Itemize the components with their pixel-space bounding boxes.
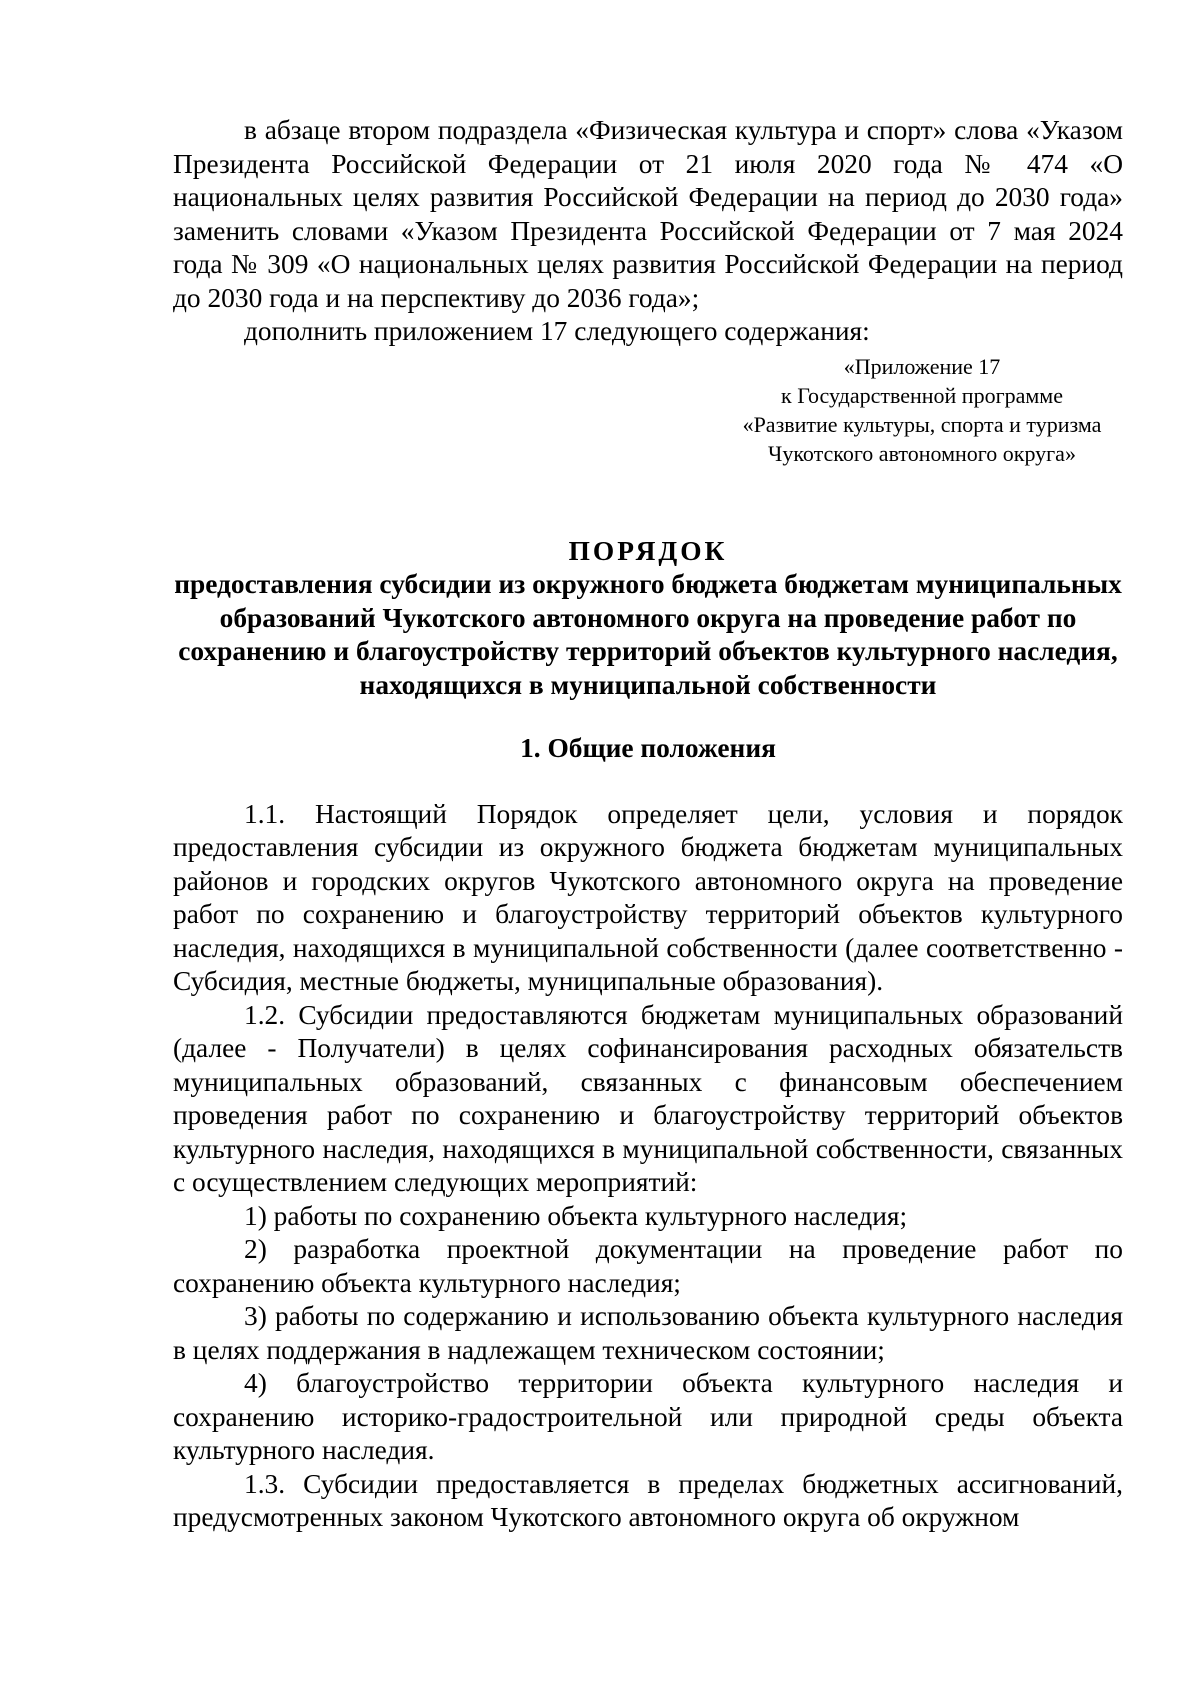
appendix-line: «Развитие культуры, спорта и туризма bbox=[742, 411, 1102, 437]
intro-paragraph-amendment: в абзаце втором подраздела «Физическая культура и спорт» слова «Указом Президента Российской Федерации от 21 июля 2020 года № 474 «О национальных целях развития Российской Федерации на период до 2030 года» заменить словами «Указом Президента Российской Федерации от 7 мая 2024 года № 309 «О национальных целях развития Российской Федерации на период до 2030 года и на перспективу до 2036 года»; bbox=[173, 115, 1123, 313]
clause-1-2: 1.2. Субсидии предоставляются бюджетам муниципальных образований (далее - Получатели) в целях софинансирования расходных обязательств муниципальных образований, связанных с финансовым обеспечением проведения работ по сохранению и благоустройству территорий объектов культурного наследия, находящихся в муниципальной собственности, связанных с осуществлением следующих мероприятий: bbox=[173, 999, 1123, 1197]
intro-paragraph-addition: дополнить приложением 17 следующего содержания: bbox=[244, 316, 870, 346]
list-item: 1) работы по сохранению объекта культурного наследия; bbox=[244, 1200, 908, 1231]
document-title: ПОРЯДОК bbox=[568, 535, 728, 566]
list-item: 4) благоустройство территории объекта культурного наследия и сохранению историко-градостроительной или природной среды объекта культурного наследия. bbox=[173, 1368, 1123, 1465]
list-item: 3) работы по содержанию и использованию объекта культурного наследия в целях поддержания в надлежащем техническом состоянии; bbox=[173, 1301, 1123, 1365]
section-heading: 1. Общие положения bbox=[520, 733, 776, 763]
document-body bbox=[173, 114, 1123, 1535]
list-item: 2) разработка проектной документации на проведение работ по сохранению объекта культурного наследия; bbox=[173, 1234, 1123, 1298]
appendix-line: к Государственной программе bbox=[781, 382, 1063, 408]
document-subtitle: предоставления субсидии из окружного бюджета бюджетам муниципальных образований Чукотского автономного округа на проведение работ по сохранению и благоустройству территорий объектов культурного наследия, находящихся в муниципальной собственности bbox=[174, 569, 1122, 700]
appendix-line: Чукотского автономного округа» bbox=[768, 440, 1076, 466]
clause-1-3: 1.3. Субсидии предоставляется в пределах бюджетных ассигнований, предусмотренных законом Чукотского автономного округа об окружном bbox=[173, 1468, 1123, 1532]
appendix-line: «Приложение 17 bbox=[843, 353, 1001, 379]
appendix-reference bbox=[173, 352, 1123, 468]
clause-1-1: 1.1. Настоящий Порядок определяет цели, условия и порядок предоставления субсидии из окружного бюджета бюджетам муниципальных районов и городских округов Чукотского автономного округа на проведение работ по сохранению и благоустройству территорий объектов культурного наследия, находящихся в муниципальной собственности (далее соответственно - Субсидия, местные бюджеты, муниципальные образования). bbox=[173, 798, 1123, 996]
